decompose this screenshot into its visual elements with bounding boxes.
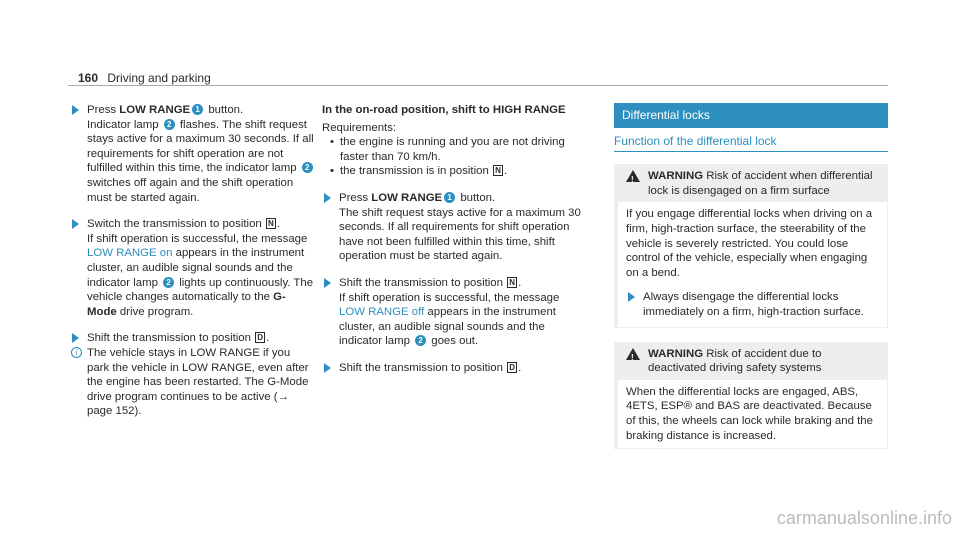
step-switch-n: Switch the transmission to position N . If shift operation is successful, the message LOW RANGE on appears in the instrument cluster, an audible signal sounds and the indicator lamp 2 lights up continuously. The vehicle changes automatically to the G-Mode drive program. xyxy=(70,217,315,319)
warning-step: Always disengage the differential locks immediately on a firm, high-traction surface. xyxy=(626,290,879,319)
requirements-list xyxy=(322,135,582,179)
warning-triangle-icon: ! xyxy=(626,348,640,360)
display-message: LOW RANGE on xyxy=(87,247,173,260)
step-arrow-icon xyxy=(628,292,635,302)
step-arrow-icon xyxy=(72,105,79,115)
callout-2-icon: 2 xyxy=(163,277,174,288)
warning-title: Risk of accident when differential lock is disengaged on a firm surface xyxy=(648,170,873,197)
step-shift-n: Shift the transmission to position N . If shift operation is successful, the message LOW RANGE off appears in the instrument cluster, an audible signal sounds and the indicator lamp 2 goes out. xyxy=(322,276,582,349)
warning-title: Risk of accident due to deactivated driving safety systems xyxy=(648,347,822,375)
callout-1-icon: 1 xyxy=(192,104,203,115)
callout-2-icon: 2 xyxy=(302,162,313,173)
info-icon: i xyxy=(71,347,82,358)
button-name: LOW RANGE xyxy=(371,191,443,204)
step-arrow-icon xyxy=(324,278,331,288)
subsection-title: Function of the differential lock xyxy=(614,134,888,153)
warning-label: WARNING xyxy=(648,347,704,360)
step-arrow-icon xyxy=(72,333,79,343)
section-subheading: In the on-road position, shift to HIGH RANGE xyxy=(322,104,566,116)
page-number: 160 xyxy=(78,71,99,85)
step-arrow-icon xyxy=(324,363,331,373)
gear-n-icon: N xyxy=(507,277,517,288)
step-arrow-icon xyxy=(72,219,79,229)
gear-d-icon: D xyxy=(255,332,265,343)
requirements-label: Requirements: xyxy=(322,121,397,134)
warning-header xyxy=(618,342,887,380)
step-press-low-range: Press LOW RANGE 1 button. The shift request stays active for a maximum 30 seconds. If all requirements for shift operation have not been fulfilled within this time, shift operation must be started again. xyxy=(322,191,582,264)
drive-program: G-Mode xyxy=(87,291,286,318)
list-item: • the transmission is in position N . xyxy=(332,164,582,179)
warning-body: If you engage differential locks when driving on a firm, high-traction surface, the steerability of the vehicle is severely restricted. You could lose control of the vehicle, especially when engaging on a bend. Always disengage the differential locks immediately on a firm, high-traction surface. xyxy=(618,202,887,326)
watermark: carmanualsonline.info xyxy=(776,508,952,528)
gear-n-icon: N xyxy=(266,218,276,229)
column-2 xyxy=(322,103,582,388)
header-divider xyxy=(68,85,888,86)
column-3 xyxy=(614,103,888,449)
warning-body: When the differential locks are engaged, ABS, 4ETS, ESP® and BAS are deactivated. Because of this, the wheels can lock while braking and the braking distance is increased. xyxy=(626,385,873,442)
callout-1-icon: 1 xyxy=(444,192,455,203)
list-item: • the engine is running and you are not driving faster than 70 km/h. xyxy=(332,135,582,164)
step-arrow-icon xyxy=(324,193,331,203)
button-name: LOW RANGE xyxy=(119,104,191,116)
warning-triangle-icon: ! xyxy=(626,170,640,182)
warning-box xyxy=(614,164,888,327)
page-section-title: Driving and parking xyxy=(107,71,211,85)
info-note: i The vehicle stays in LOW RANGE if you park the vehicle in LOW RANGE, even after the engine has been restarted. The G-Mode drive program continues to be active (→ page 152). xyxy=(70,346,315,419)
warning-box xyxy=(614,342,888,450)
step-shift-d: Shift the transmission to position D . xyxy=(322,361,582,376)
column-1 xyxy=(70,103,315,419)
warning-label: WARNING xyxy=(648,170,704,183)
gear-d-icon: D xyxy=(507,362,517,373)
section-title: Differential locks xyxy=(614,103,888,128)
display-message: LOW RANGE off xyxy=(339,306,425,319)
callout-2-icon: 2 xyxy=(415,335,426,346)
step-press-low-range: Press LOW RANGE 1 button. Indicator lamp 2 flashes. The shift request stays active for a maximum 30 seconds. If all requirements for shift operation are not fulfilled within this time, the indicator lamp 2 switches off again and the shift operation must be started again. xyxy=(70,103,315,205)
page-header xyxy=(78,71,211,85)
warning-header xyxy=(618,164,887,202)
callout-2-icon: 2 xyxy=(164,119,175,130)
step-shift-d: Shift the transmission to position D . xyxy=(70,331,315,346)
gear-n-icon: N xyxy=(493,165,503,176)
